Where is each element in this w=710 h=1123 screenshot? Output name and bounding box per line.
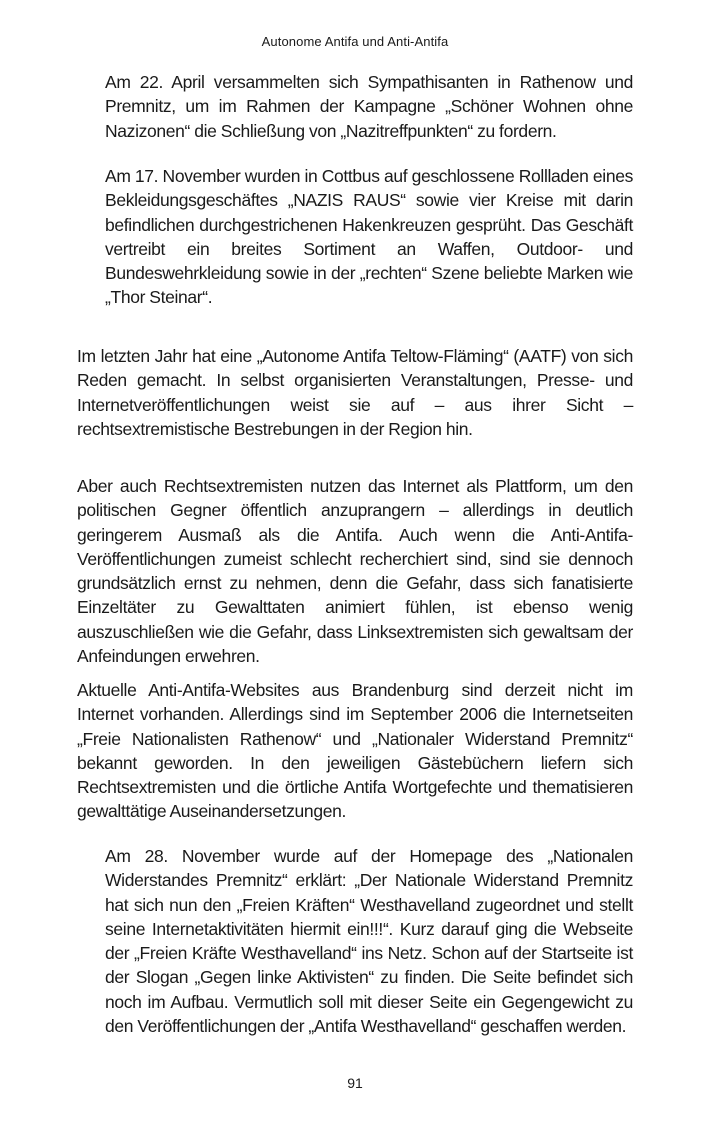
paragraph-premnitz-homepage: Am 28. November wurde auf der Homepage des „Nationalen Widerstandes Premnitz“ erklärt: „Der Nationale Widerstand Premnitz hat sich nun den „Freien Kräften“ Westhavelland zugeordnet und stellt seine Internetaktivitäten hiermit ein!!!“. Kurz darauf ging die Webseite der „Freien Kräfte Westhavelland“ ins Netz. Schon auf der Startseite ist der Slogan „Gegen linke Aktivisten“ zu finden. Die Seite befindet sich noch im Aufbau. Vermutlich soll mit dieser Seite ein Gegengewicht zu den Veröffentlichungen der „Antifa Westhavelland“ geschaffen werden. — [105, 846, 633, 1037]
running-header: Autonome Antifa und Anti-Antifa — [261, 34, 449, 49]
paragraph-rathenow-premnitz-campaign: Am 22. April versammelten sich Sympathisanten in Rathenow und Premnitz, um im Rahmen der Kampagne „Schöner Wohnen ohne Nazizonen“ die Schließung von „Nazitreffpunkten“ zu fordern. — [105, 72, 633, 141]
paragraph-cottbus-graffiti: Am 17. November wurden in Cottbus auf geschlossene Rollladen eines Bekleidungsgeschäftes „NAZIS RAUS“ sowie vier Kreise mit darin befindlichen durchgestrichenen Hakenkreuzen gesprüht. Das Geschäft vertreibt ein breites Sortiment an Waffen, Outdoor- und Bundeswehrkleidung sowie in der „rechten“ Szene beliebte Marken wie „Thor Steinar“. — [105, 166, 633, 308]
paragraph-anti-antifa-internet: Aber auch Rechtsextremisten nutzen das Internet als Plattform, um den politischen Gegner öffentlich anzuprangern – allerdings in deutlich geringerem Ausmaß als die Antifa. Auch wenn die Anti-Antifa-Veröffentlichungen zumeist schlecht recherchiert sind, sind sie dennoch grundsätzlich ernst zu nehmen, denn die Gefahr, dass sich fanatisierte Einzeltäter zu Gewalttaten animiert fühlen, ist ebenso wenig auszuschließen wie die Gefahr, dass Linksextremisten sich gewaltsam der Anfeindungen erwehren. — [77, 476, 633, 667]
page-number: 91 — [347, 1075, 363, 1091]
paragraph-brandenburg-websites: Aktuelle Anti-Antifa-Websites aus Brandenburg sind derzeit nicht im Internet vorhanden. Allerdings sind im September 2006 die Internetseiten „Freie Nationalisten Rathenow“ und „Nationaler Widerstand Premnitz“ bekannt geworden. In den jeweiligen Gästebüchern liefern sich Rechtsextremisten und die örtliche Antifa Wortgefechte und thematisieren gewalttätige Auseinandersetzungen. — [77, 680, 633, 822]
paragraph-aatf: Im letzten Jahr hat eine „Autonome Antifa Teltow-Fläming“ (AATF) von sich Reden gemacht. In selbst organisierten Veranstaltungen, Presse- und Internetveröffentlichungen weist sie auf – aus ihrer Sicht – rechtsextremistische Bestrebungen in der Region hin. — [77, 346, 633, 439]
